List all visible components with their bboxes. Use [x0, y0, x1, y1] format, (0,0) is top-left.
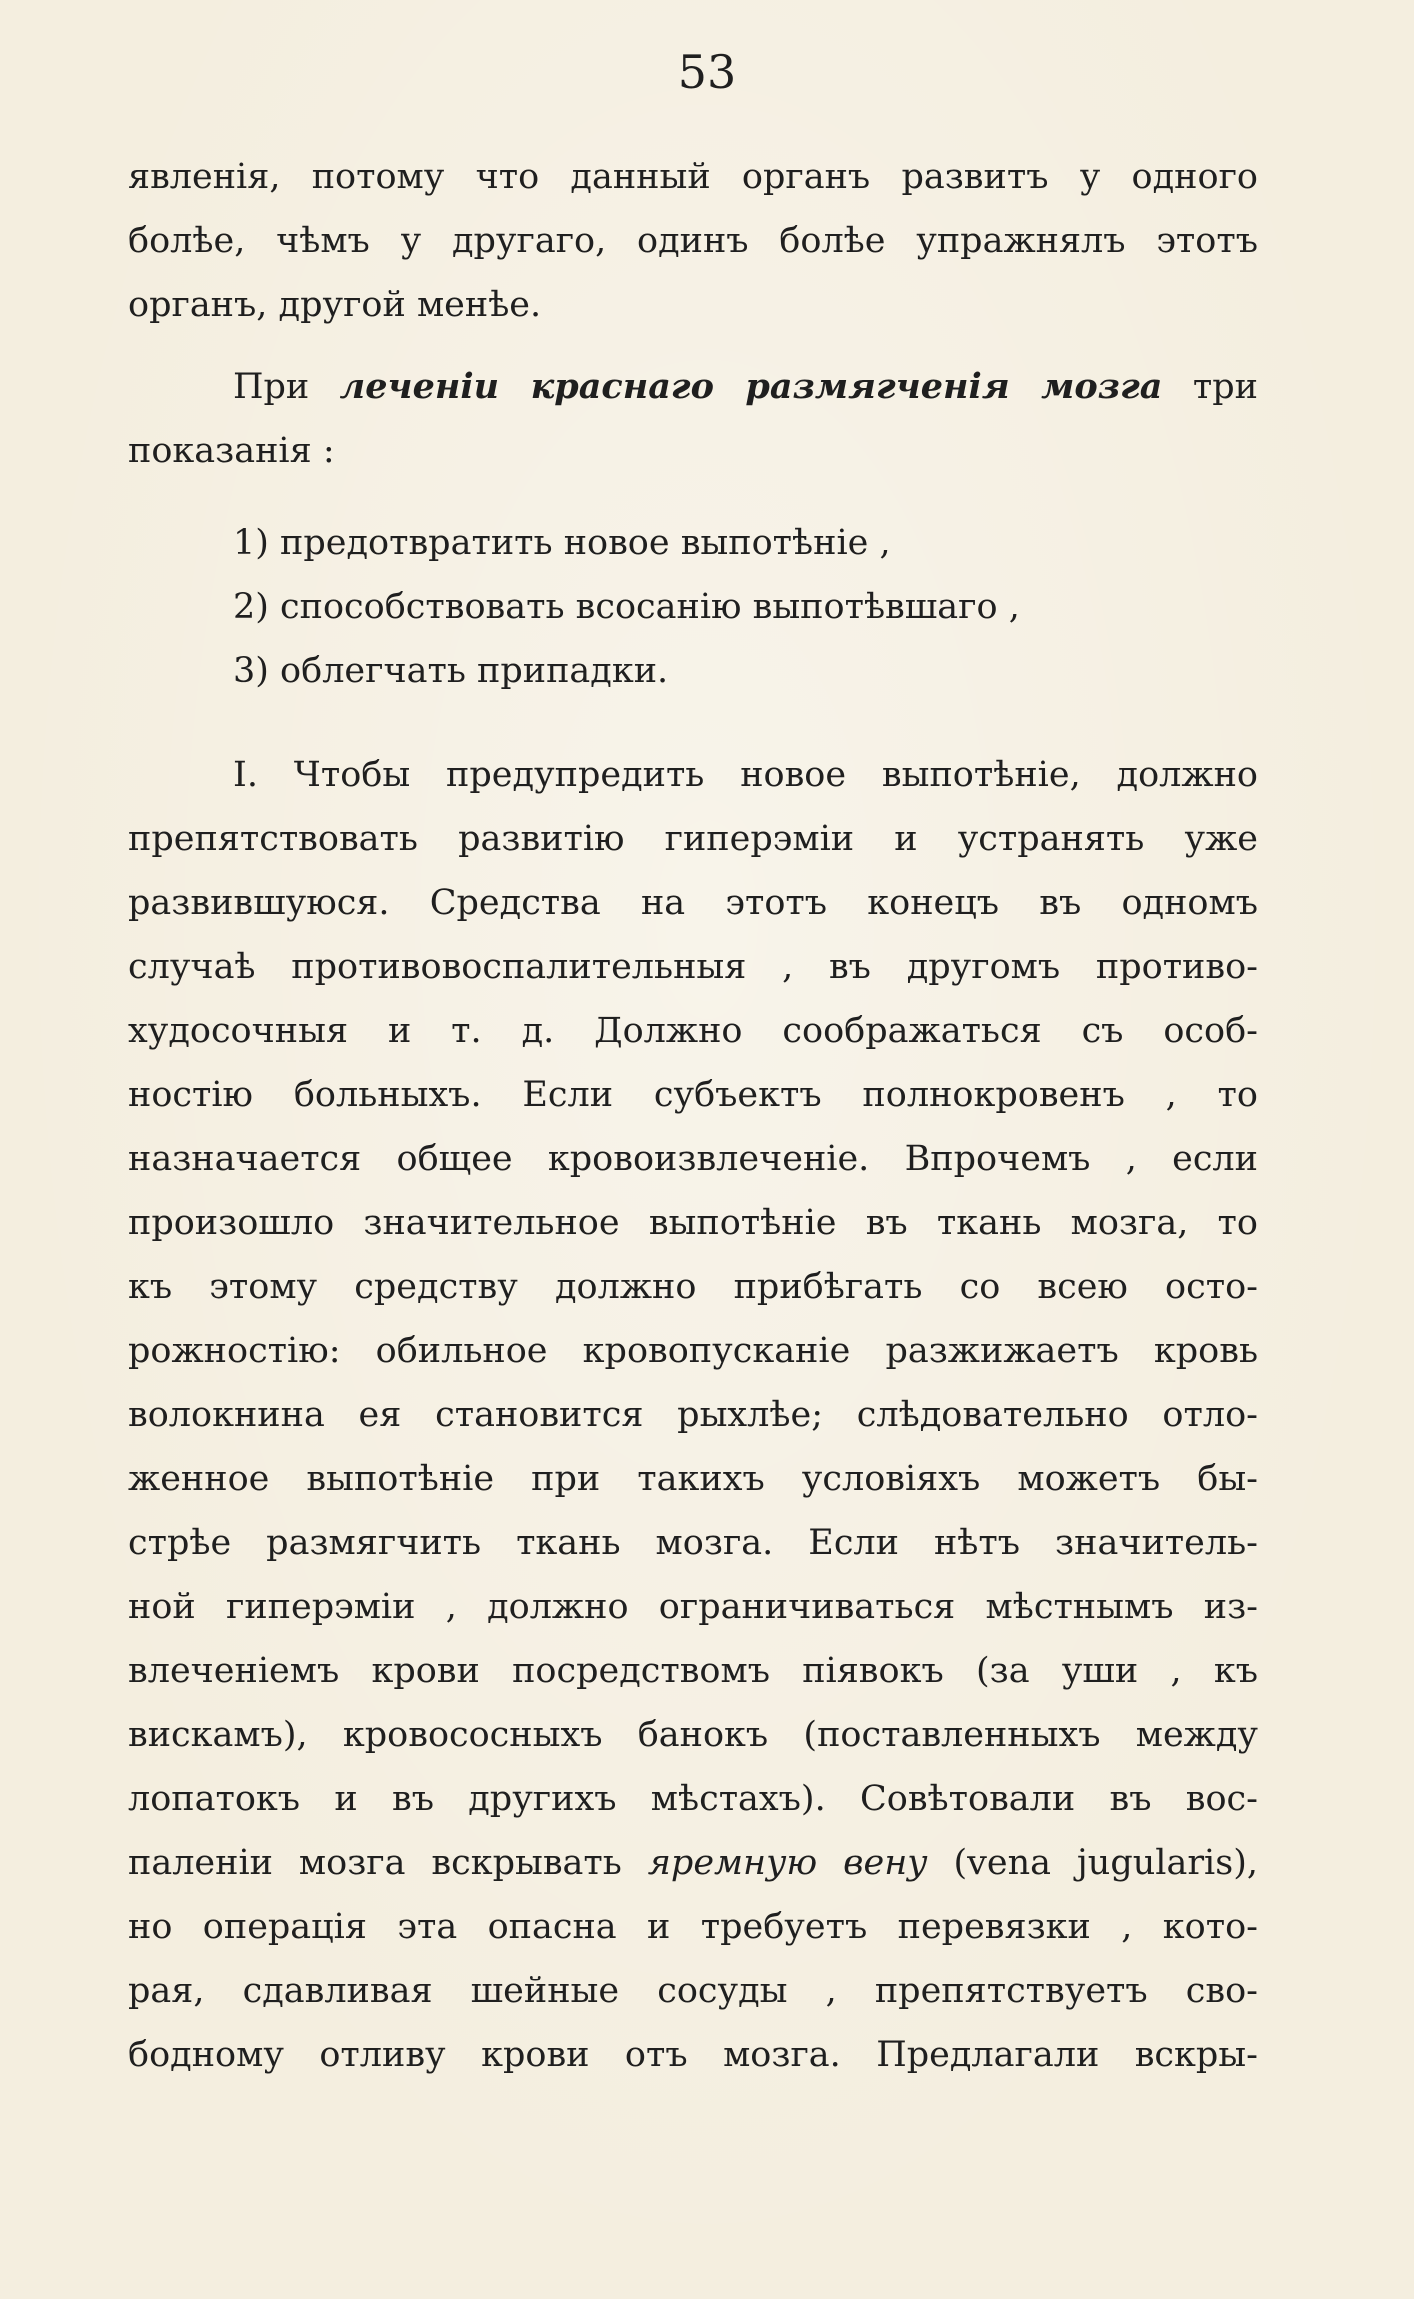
text-fragment: три — [1162, 367, 1258, 407]
indication-list — [128, 511, 1258, 703]
text-line: болѣе, чѣмъ у другаго, одинъ болѣе упражнялъ этотъ — [128, 221, 1258, 261]
text-line: органъ, другой менѣе. — [128, 285, 542, 325]
text-line: произошло значительное выпотѣніе въ ткань мозга, то — [128, 1203, 1258, 1243]
text-line: худосочныя и т. д. Должно соображаться съ особ- — [128, 1011, 1258, 1051]
text-line: явленія, потому что данный органъ развитъ у одного — [128, 157, 1258, 197]
emphasized-heading: леченіи краснаго размягченія мозга — [339, 366, 1163, 407]
emphasized-term: яремную вену — [647, 1843, 928, 1883]
spacer — [128, 337, 1258, 355]
text-fragment: (vena jugularis), — [927, 1843, 1258, 1883]
text-line: волокнина ея становится рыхлѣе; слѣдовательно отло- — [128, 1395, 1258, 1435]
list-item: 2) способствовать всосанію выпотѣвшаго , — [233, 587, 1020, 627]
page-number: 53 — [677, 45, 737, 99]
text-line: вискамъ), кровососныхъ банокъ (поставленныхъ между — [128, 1715, 1258, 1755]
spacer — [128, 703, 1258, 743]
text-line: развившуюся. Средства на этотъ конецъ въ одномъ — [128, 883, 1258, 923]
page-text — [128, 145, 1258, 2087]
text-line: рая, сдавливая шейные сосуды , препятствуетъ сво- — [128, 1971, 1258, 2011]
list-item: 3) облегчать припадки. — [233, 651, 669, 691]
paragraph-2 — [128, 355, 1258, 483]
text-line: бодному отливу крови отъ мозга. Предлагали вскры- — [128, 2035, 1258, 2075]
text-line: рожностію: обильное кровопусканіе разжижаетъ кровь — [128, 1331, 1258, 1371]
text-line: женное выпотѣніе при такихъ условіяхъ можетъ бы- — [128, 1459, 1258, 1499]
text-line: ностію больныхъ. Если субъектъ полнокровенъ , то — [128, 1075, 1258, 1115]
paragraph-3 — [128, 743, 1258, 2087]
text-fragment: паленіи мозга вскрывать — [128, 1843, 648, 1883]
text-line: стрѣе размягчить ткань мозга. Если нѣтъ значитель- — [128, 1523, 1258, 1563]
text-line: къ этому средству должно прибѣгать со всею осто- — [128, 1267, 1258, 1307]
text-line: I. Чтобы предупредить новое выпотѣніе, должно — [233, 755, 1258, 795]
text-line: ной гиперэміи , должно ограничиваться мѣстнымъ из- — [128, 1587, 1258, 1627]
text-line: влеченіемъ крови посредствомъ піявокъ (за уши , къ — [128, 1651, 1258, 1691]
spacer — [128, 483, 1258, 511]
paragraph-1 — [128, 145, 1258, 337]
text-line — [128, 355, 1258, 419]
list-item: 1) предотвратить новое выпотѣніе , — [233, 523, 891, 563]
text-line: показанія : — [128, 431, 335, 471]
text-line: но операція эта опасна и требуетъ перевязки , кото- — [128, 1907, 1258, 1947]
text-line — [128, 1831, 1258, 1895]
text-line: назначается общее кровоизвлеченіе. Впрочемъ , если — [128, 1139, 1258, 1179]
text-line: препятствовать развитію гиперэміи и устранять уже — [128, 819, 1258, 859]
text-line: случаѣ противовоспалительныя , въ другомъ противо- — [128, 947, 1258, 987]
text-fragment: При — [233, 367, 340, 407]
text-line: лопатокъ и въ другихъ мѣстахъ). Совѣтовали въ вос- — [128, 1779, 1258, 1819]
